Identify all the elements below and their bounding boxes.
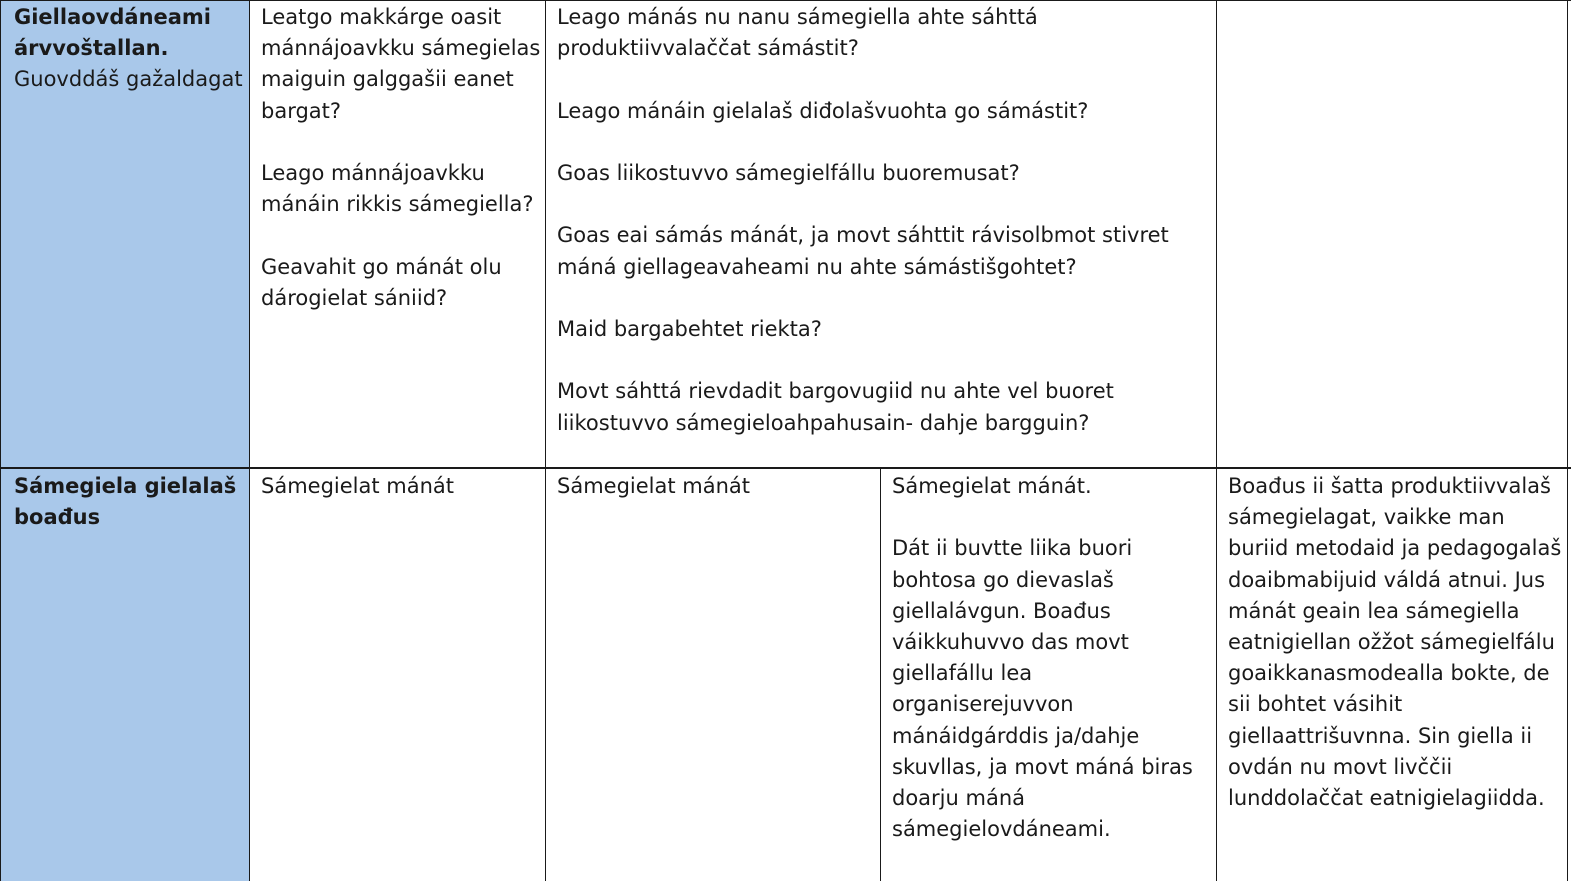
row1-header-cell <box>14 2 244 96</box>
row2-col2-cell <box>261 471 541 502</box>
row2-col5-cell <box>1228 471 1564 814</box>
question-text: Goas liikostuvvo sámegielfállu buoremusat? <box>557 160 1020 185</box>
outcome-text: Sámegielat mánát. <box>892 474 1092 498</box>
row2-col4-cell <box>892 471 1210 845</box>
outcome-text: Sámegielat mánát <box>557 474 751 498</box>
row1-col3-cell <box>557 2 1202 439</box>
table-border-right <box>1567 0 1568 881</box>
column-divider-1 <box>249 0 250 881</box>
table-border-top <box>0 0 1571 1</box>
row2-header-title: Sámegiela gielalaš boađus <box>14 474 237 530</box>
question-text: Geavahit go mánát olu dárogielat sániid? <box>261 254 502 310</box>
question-text: Leago mánnájoavkku mánáin rikkis sámegiella? <box>261 161 534 217</box>
column-divider-4 <box>1216 0 1217 881</box>
outcome-text: Sámegielat mánát <box>261 474 455 498</box>
question-text: Leago mánáin gielalaš diđolašvuohta go sámástit? <box>557 98 1089 123</box>
question-text: Maid bargabehtet riekta? <box>557 316 822 341</box>
row1-col2-cell <box>261 2 541 314</box>
question-text: Leatgo makkárge oasit mánnájoavkku sámegielas maiguin galggašii eanet bargat? <box>261 5 541 123</box>
question-text: Leago mánás nu nanu sámegiella ahte sáhttá produktiivvalaččat sámástit? <box>557 5 1038 61</box>
row2-col3-cell <box>557 471 877 502</box>
row1-header-title: Giellaovdáneami árvvoštallan. <box>14 5 212 61</box>
row2-header-cell <box>14 471 244 533</box>
row-divider <box>0 467 1571 469</box>
outcome-description: Boađus ii šatta produktiivvalaš sámegielagat, vaikke man buriid metodaid ja pedagogalaš doaibmabijuid váldá atnui. Jus mánát geain lea sámegiella eatnigiellan ožžot sámegielfálu goaikkanasmodealla bokte, de sii bohtet vásihit giellaattrišuvnna. Sin giella ii ovdán nu movt livččii lunddolaččat eatnigielagiidda. <box>1228 474 1562 811</box>
question-text: Movt sáhttá rievdadit bargovugiid nu ahte vel buoret liikostuvvo sámegieloahpahusain- dahje bargguin? <box>557 379 1114 435</box>
column-divider-2 <box>545 0 546 881</box>
table-border-left <box>0 0 1 881</box>
row1-header-subtitle: Guovddáš gažaldagat <box>14 67 243 92</box>
column-divider-3 <box>880 468 881 881</box>
question-text: Goas eai sámás mánát, ja movt sáhttit rávisolbmot stivret máná giellageavaheami nu ahte sámástišgohtet? <box>557 223 1169 279</box>
outcome-description: Dát ii buvtte liika buori bohtosa go dievaslaš giellalávgun. Boađus váikkuhuvvo das movt giellafállu lea organiserejuvvon mánáidgárddis ja/dahje skuvllas, ja movt máná biras doarju máná sámegielovdáneami. <box>892 536 1193 842</box>
